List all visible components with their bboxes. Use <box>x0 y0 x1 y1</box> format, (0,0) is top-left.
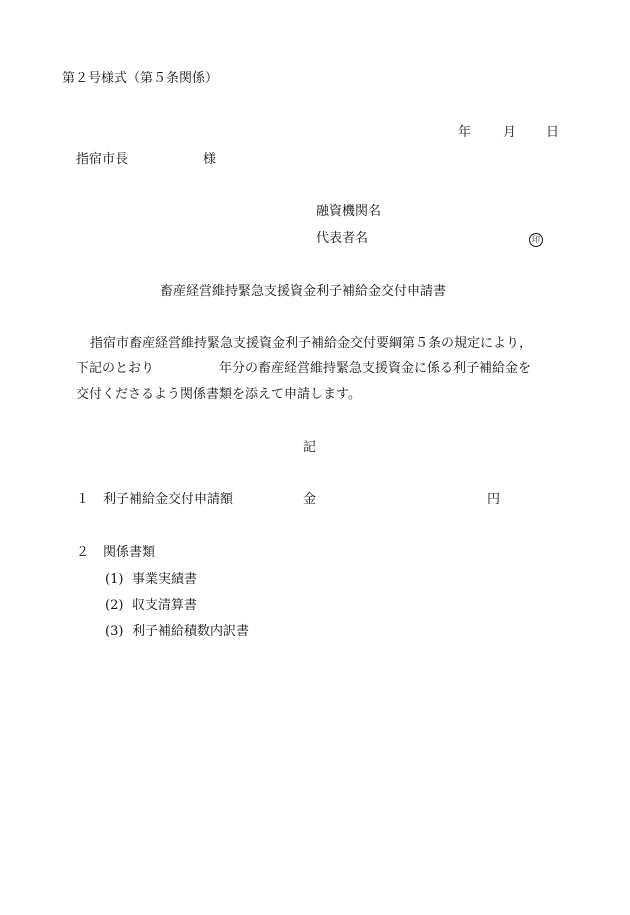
document-title: 畜産経営維持緊急支援資金利子補給金交付申請書 <box>160 284 447 299</box>
form-label: 第２号様式（第５条関係） <box>62 71 219 86</box>
addressee-name: 指宿市長 <box>76 152 129 167</box>
item-2-label: 関係書類 <box>103 545 156 560</box>
document-number: (2) <box>105 598 124 613</box>
day-label: 日 <box>546 125 560 140</box>
document-number: (3) <box>105 624 124 639</box>
item-1-suffix: 円 <box>487 492 501 507</box>
item-1-number: １ <box>76 492 90 507</box>
document-label: 収支清算書 <box>132 598 198 613</box>
body-line-3: 交付くださるよう関係書類を添えて申請します。 <box>76 387 361 402</box>
item-1-label: 利子補給金交付申請額 <box>103 492 234 507</box>
document-label: 利子補給積数内訳書 <box>132 624 250 639</box>
item-2-number: ２ <box>76 545 90 560</box>
document-number: (1) <box>105 572 124 587</box>
body-line-1: 指宿市畜産経営維持緊急支援資金利子補給金交付要綱第５条の規定により， <box>90 336 533 351</box>
seal-icon: 印 <box>529 233 543 247</box>
body-line-2-suffix: 年分の畜産経営維持緊急支援資金に係る利子補給金を <box>219 361 532 376</box>
document-label: 事業実績書 <box>132 572 198 587</box>
year-label: 年 <box>458 125 472 140</box>
body-line-2-prefix: 下記のとおり <box>76 361 155 376</box>
addressee-honorific: 様 <box>203 152 217 167</box>
ki-heading: 記 <box>303 440 317 455</box>
institution-label: 融資機関名 <box>316 204 382 219</box>
seal-mark <box>529 232 543 247</box>
month-label: 月 <box>503 125 517 140</box>
item-1-prefix: 金 <box>303 492 317 507</box>
representative-label: 代表者名 <box>316 231 369 246</box>
